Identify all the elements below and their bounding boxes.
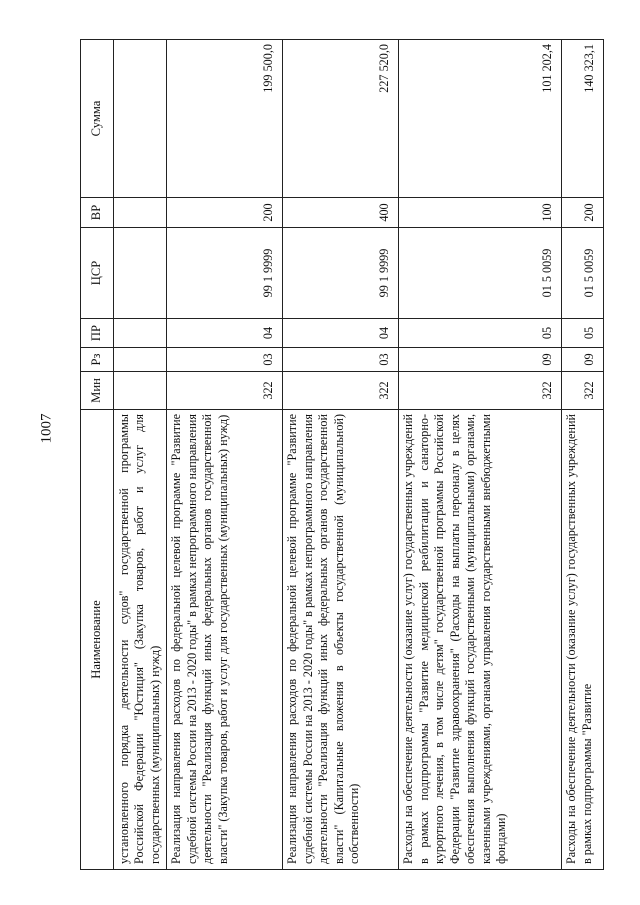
budget-table-sheet	[80, 40, 602, 870]
row-vr: 100	[399, 198, 562, 228]
row-vr: 200	[562, 198, 604, 228]
row-pr: 04	[283, 319, 399, 348]
row-min: 322	[399, 372, 562, 410]
header-sum: Сумма	[81, 40, 114, 198]
header-name: Наименование	[81, 410, 114, 870]
row-min: 322	[283, 372, 399, 410]
row-vr: 400	[283, 198, 399, 228]
table-row	[283, 40, 399, 870]
row-vr	[114, 198, 167, 228]
row-pr	[114, 319, 167, 348]
row-min: 322	[167, 372, 283, 410]
row-csr: 99 1 9999	[283, 228, 399, 319]
row-sum: 227 520,0	[283, 40, 399, 198]
page-number: 1007	[38, 413, 55, 444]
row-name: установленного порядка деятельности судов" государственной программы Российской Федерации "Юстиция" (Закупка товаров, работ и услуг для государственных (муниципальных) нужд)	[114, 410, 167, 870]
table-row	[114, 40, 167, 870]
row-name: Реализация направления расходов по федеральной целевой программе "Развитие судебной системы России на 2013 - 2020 годы" в рамках непрограммного направления деятельности "Реализация функций иных федеральных органов государственной власти" (Закупка товаров, работ и услуг для государственных (муниципальных) нужд)	[167, 410, 283, 870]
row-name: Расходы на обеспечение деятельности (оказание услуг) государственных учреждений в рамках подпрограммы "Развитие	[562, 410, 604, 870]
budget-table	[80, 39, 604, 870]
header-rz: Рз	[81, 348, 114, 372]
row-name: Расходы на обеспечение деятельности (оказание услуг) государственных учреждений в рамках подпрограммы "Развитие медицинской реабилитации и санаторно-курортного лечения, в том числе детям" государственной программы Российской Федерации "Развитие здравоохранения" (Расходы на выплаты персоналу в целях обеспечения выполнения функций государственными (муниципальными) органами, казенными учреждениями, органами управления государственными внебюджетными фондами)	[399, 410, 562, 870]
row-csr: 99 1 9999	[167, 228, 283, 319]
row-sum: 199 500,0	[167, 40, 283, 198]
table-row	[167, 40, 283, 870]
row-sum	[114, 40, 167, 198]
table-row	[399, 40, 562, 870]
row-rz	[114, 348, 167, 372]
row-csr	[114, 228, 167, 319]
table-header-row	[81, 40, 114, 870]
row-min	[114, 372, 167, 410]
header-pr: ПР	[81, 319, 114, 348]
row-pr: 04	[167, 319, 283, 348]
row-sum: 140 323,1	[562, 40, 604, 198]
header-vr: ВР	[81, 198, 114, 228]
row-name: Реализация направления расходов по федеральной целевой программе "Развитие судебной системы России на 2013 - 2020 годы" в рамках непрограммного направления деятельности "Реализация функций иных федеральных органов государственной власти" (Капитальные вложения в объекты государственной (муниципальной) собственности)	[283, 410, 399, 870]
row-rz: 03	[167, 348, 283, 372]
row-csr: 01 5 0059	[399, 228, 562, 319]
row-sum: 101 202,4	[399, 40, 562, 198]
row-rz: 09	[399, 348, 562, 372]
header-min: Мин	[81, 372, 114, 410]
header-csr: ЦСР	[81, 228, 114, 319]
row-rz: 09	[562, 348, 604, 372]
table-row	[562, 40, 604, 870]
row-pr: 05	[562, 319, 604, 348]
row-vr: 200	[167, 198, 283, 228]
row-csr: 01 5 0059	[562, 228, 604, 319]
row-min: 322	[562, 372, 604, 410]
row-pr: 05	[399, 319, 562, 348]
row-rz: 03	[283, 348, 399, 372]
